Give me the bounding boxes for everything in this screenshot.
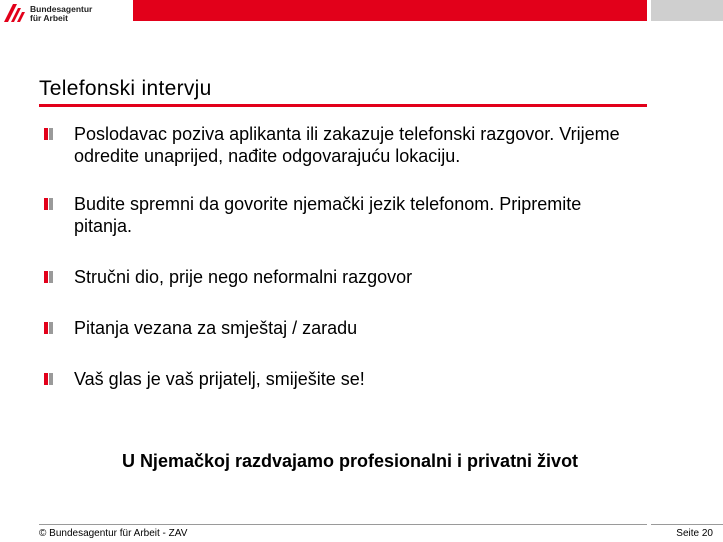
title-underline (39, 104, 647, 107)
footer-divider-right (651, 524, 723, 525)
bullet-item (44, 317, 644, 339)
bullet-marker-icon (44, 198, 53, 210)
bullet-text: Pitanja vezana za smještaj / zaradu (74, 318, 358, 338)
bullet-text: Poslodavac poziva aplikanta ili zakazuje telefonski razgovor. Vrijeme odredite unaprijed, nađite odgovarajuću lokaciju. (74, 124, 620, 166)
bullet-marker-icon (44, 322, 53, 334)
summary-statement: U Njemačkoj razdvajamo profesionalni i privatni život (121, 451, 579, 471)
bullet-text: Budite spremni da govorite njemački jezik telefonom. Pripremite pitanja. (74, 194, 582, 236)
ba-logo-icon (4, 4, 26, 22)
bullet-marker-icon (44, 373, 53, 385)
header-red-bar (133, 0, 647, 21)
bullet-marker-icon (44, 128, 53, 140)
bullet-item (44, 266, 644, 288)
logo-line-1: Bundesagentur (30, 4, 93, 14)
logo-line-2: für Arbeit (30, 13, 68, 23)
page-number: Seite 20 (676, 528, 713, 539)
ba-logo (4, 4, 144, 24)
footer-copyright: © Bundesagentur für Arbeit - ZAV (39, 528, 188, 539)
bullet-list (44, 123, 644, 390)
bullet-item (44, 123, 644, 167)
bullet-item (44, 193, 644, 237)
bullet-text: Vaš glas je vaš prijatelj, smiješite se! (74, 369, 365, 389)
header-gray-bar (651, 0, 723, 21)
logo-text (30, 5, 92, 23)
bullet-item (44, 368, 644, 390)
slide-title: Telefonski intervju (39, 77, 212, 100)
footer-divider (39, 524, 647, 525)
bullet-marker-icon (44, 271, 53, 283)
bullet-text: Stručni dio, prije nego neformalni razgovor (74, 267, 413, 287)
